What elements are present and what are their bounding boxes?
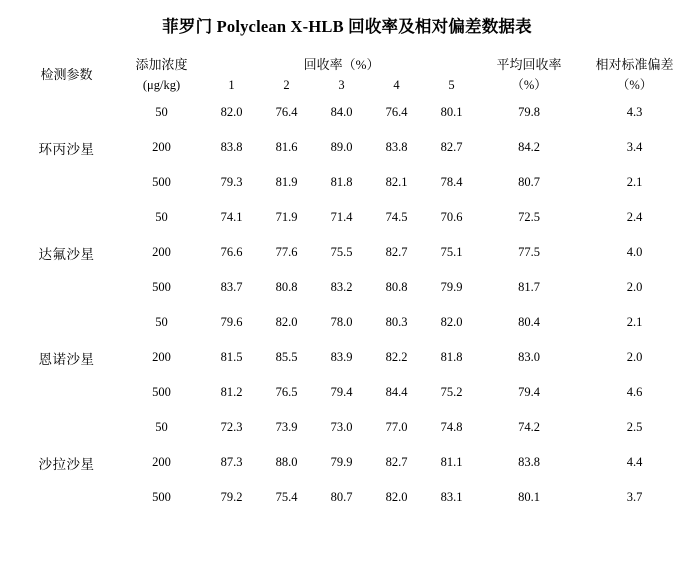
- table-header: [14, 48, 690, 95]
- cell-concentration: 500: [152, 490, 171, 505]
- cell-replicate-1: 83.8: [220, 140, 243, 155]
- cell-replicate-1: 79.2: [220, 490, 243, 505]
- cell-concentration: 50: [155, 105, 168, 120]
- cell-replicate-2: 85.5: [275, 350, 298, 365]
- cell-replicate-5: 70.6: [440, 210, 463, 225]
- cell-replicate-1: 74.1: [220, 210, 243, 225]
- cell-replicate-3: 80.7: [330, 490, 353, 505]
- cell-average: 79.8: [518, 105, 540, 120]
- cell-replicate-5: 82.0: [440, 315, 463, 330]
- cell-replicate-4: 76.4: [385, 105, 408, 120]
- table-header-row-group: [14, 48, 690, 75]
- cell-replicate-1: 76.6: [220, 245, 243, 260]
- cell-replicate-2: 80.8: [275, 280, 298, 295]
- cell-replicate-2: 77.6: [275, 245, 298, 260]
- recovery-data-table: [14, 48, 690, 515]
- cell-replicate-5: 75.2: [440, 385, 463, 400]
- cell-average: 72.5: [518, 210, 540, 225]
- cell-concentration: 200: [152, 140, 171, 155]
- cell-replicate-2: 82.0: [275, 315, 298, 330]
- cell-average: 74.2: [518, 420, 540, 435]
- cell-average: 83.0: [518, 350, 540, 365]
- cell-replicate-3: 84.0: [330, 105, 353, 120]
- cell-replicate-4: 74.5: [385, 210, 408, 225]
- cell-replicate-3: 79.9: [330, 455, 353, 470]
- cell-replicate-4: 77.0: [385, 420, 408, 435]
- cell-replicate-4: 82.7: [385, 455, 408, 470]
- cell-rsd: 4.3: [626, 105, 643, 120]
- cell-replicate-5: 81.1: [440, 455, 463, 470]
- header-average-unit: （%）: [511, 78, 547, 93]
- table-row: [14, 410, 690, 445]
- cell-rsd: 2.5: [626, 420, 643, 435]
- cell-rsd: 2.1: [626, 315, 643, 330]
- cell-replicate-4: 84.4: [385, 385, 408, 400]
- cell-replicate-2: 71.9: [275, 210, 298, 225]
- cell-concentration: 50: [155, 315, 168, 330]
- cell-replicate-3: 89.0: [330, 140, 353, 155]
- header-parameter: 检测参数: [40, 67, 93, 82]
- header-recovery-group: 回收率（%）: [303, 57, 380, 72]
- cell-replicate-2: 81.6: [275, 140, 298, 155]
- cell-rsd: 2.4: [626, 210, 643, 225]
- cell-replicate-5: 83.1: [440, 490, 463, 505]
- cell-average: 83.8: [518, 455, 540, 470]
- cell-replicate-2: 75.4: [275, 490, 298, 505]
- cell-replicate-1: 82.0: [220, 105, 243, 120]
- cell-replicate-5: 82.7: [440, 140, 463, 155]
- cell-replicate-5: 78.4: [440, 175, 463, 190]
- header-replicate-4: 4: [393, 78, 400, 93]
- cell-replicate-3: 78.0: [330, 315, 353, 330]
- cell-average: 79.4: [518, 385, 540, 400]
- cell-concentration: 500: [152, 280, 171, 295]
- header-average-line1: 平均回收率: [496, 57, 562, 72]
- header-replicate-5: 5: [448, 78, 455, 93]
- page-title: 菲罗门 Polyclean X-HLB 回收率及相对偏差数据表: [162, 17, 532, 36]
- header-replicate-3: 3: [338, 78, 345, 93]
- cell-replicate-1: 79.6: [220, 315, 243, 330]
- cell-replicate-3: 83.9: [330, 350, 353, 365]
- cell-rsd: 4.0: [626, 245, 643, 260]
- cell-replicate-5: 81.8: [440, 350, 463, 365]
- cell-replicate-4: 82.2: [385, 350, 408, 365]
- cell-replicate-2: 76.4: [275, 105, 298, 120]
- cell-replicate-4: 80.3: [385, 315, 408, 330]
- cell-rsd: 2.0: [626, 350, 643, 365]
- cell-concentration: 200: [152, 455, 171, 470]
- cell-parameter: 沙拉沙星: [38, 456, 95, 472]
- cell-replicate-1: 81.5: [220, 350, 243, 365]
- cell-replicate-4: 82.7: [385, 245, 408, 260]
- cell-rsd: 4.6: [626, 385, 643, 400]
- cell-average: 84.2: [518, 140, 540, 155]
- cell-replicate-1: 72.3: [220, 420, 243, 435]
- cell-rsd: 4.4: [626, 455, 643, 470]
- table-row: [14, 95, 690, 130]
- cell-concentration: 500: [152, 175, 171, 190]
- cell-replicate-4: 80.8: [385, 280, 408, 295]
- cell-parameter: 达氟沙星: [38, 246, 95, 262]
- cell-replicate-1: 81.2: [220, 385, 243, 400]
- header-replicate-1: 1: [228, 78, 235, 93]
- cell-replicate-1: 87.3: [220, 455, 243, 470]
- cell-replicate-3: 79.4: [330, 385, 353, 400]
- cell-average: 80.7: [518, 175, 540, 190]
- cell-replicate-4: 83.8: [385, 140, 408, 155]
- cell-replicate-3: 81.8: [330, 175, 353, 190]
- cell-replicate-1: 83.7: [220, 280, 243, 295]
- cell-replicate-1: 79.3: [220, 175, 243, 190]
- cell-concentration: 50: [155, 420, 168, 435]
- cell-replicate-3: 75.5: [330, 245, 353, 260]
- cell-rsd: 2.1: [626, 175, 643, 190]
- cell-parameter: 环丙沙星: [38, 141, 95, 157]
- header-concentration-line1: 添加浓度: [135, 57, 188, 72]
- cell-replicate-2: 88.0: [275, 455, 298, 470]
- cell-replicate-5: 74.8: [440, 420, 463, 435]
- cell-parameter: 恩诺沙星: [38, 351, 95, 367]
- cell-average: 80.4: [518, 315, 540, 330]
- cell-rsd: 3.4: [626, 140, 643, 155]
- cell-replicate-5: 80.1: [440, 105, 463, 120]
- cell-replicate-2: 81.9: [275, 175, 298, 190]
- table-row: [14, 305, 690, 340]
- cell-replicate-2: 73.9: [275, 420, 298, 435]
- cell-average: 80.1: [518, 490, 540, 505]
- cell-concentration: 200: [152, 245, 171, 260]
- cell-concentration: 500: [152, 385, 171, 400]
- cell-rsd: 2.0: [626, 280, 643, 295]
- header-rsd-line1: 相对标准偏差: [595, 57, 674, 72]
- header-rsd-unit: （%）: [616, 78, 653, 93]
- cell-average: 77.5: [518, 245, 540, 260]
- cell-concentration: 200: [152, 350, 171, 365]
- cell-replicate-2: 76.5: [275, 385, 298, 400]
- cell-replicate-3: 71.4: [330, 210, 353, 225]
- table-body: [14, 95, 690, 515]
- cell-average: 81.7: [518, 280, 540, 295]
- cell-replicate-4: 82.0: [385, 490, 408, 505]
- cell-rsd: 3.7: [626, 490, 643, 505]
- cell-concentration: 50: [155, 210, 168, 225]
- cell-replicate-3: 83.2: [330, 280, 353, 295]
- cell-replicate-5: 79.9: [440, 280, 463, 295]
- header-replicate-2: 2: [283, 78, 290, 93]
- cell-replicate-4: 82.1: [385, 175, 408, 190]
- cell-replicate-3: 73.0: [330, 420, 353, 435]
- table-row: [14, 200, 690, 235]
- header-concentration-unit: (μg/kg): [142, 78, 181, 93]
- cell-replicate-5: 75.1: [440, 245, 463, 260]
